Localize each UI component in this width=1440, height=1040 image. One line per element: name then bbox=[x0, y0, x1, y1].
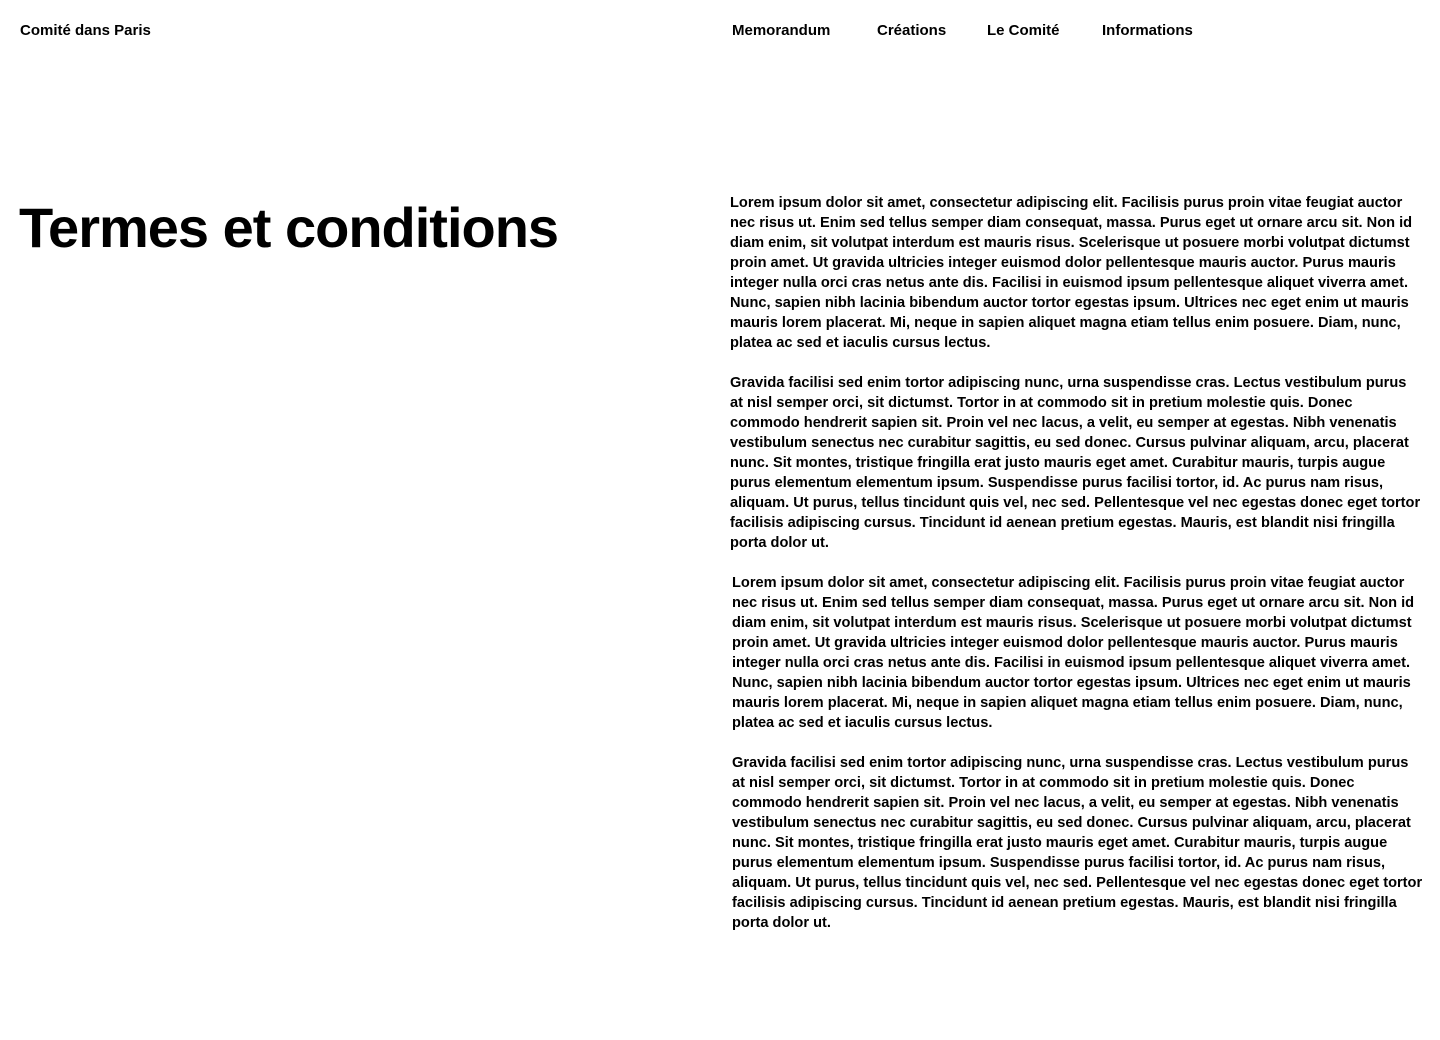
terms-text bbox=[730, 193, 1430, 953]
nav-item-le-comite[interactable]: Le Comité bbox=[987, 22, 1060, 39]
main-nav bbox=[0, 21, 1440, 41]
nav-item-memorandum[interactable]: Memorandum bbox=[732, 22, 831, 39]
paragraph: Lorem ipsum dolor sit amet, consectetur adipiscing elit. Facilisis purus proin vitae feugiat auctor nec risus ut. Enim sed tellus semper diam consequat, massa. Purus eget ut ornare arcu sit. Non id diam enim, sit volutpat interdum est mauris risus. Scelerisque ut posuere morbi volutpat dictumst proin amet. Ut gravida ultricies integer euismod dolor pellentesque mauris auctor. Purus mauris integer nulla orci cras netus ante dis. Facilisi in euismod ipsum pellentesque aliquet viverra amet. Nunc, sapien nibh lacinia bibendum auctor tortor egestas ipsum. Ultrices nec eget enim ut mauris mauris lorem placerat. Mi, neque in sapien aliquet magna etiam tellus enim posuere. Diam, nunc, platea ac sed et iaculis cursus lectus. bbox=[730, 195, 1413, 351]
paragraph: Gravida facilisi sed enim tortor adipiscing nunc, urna suspendisse cras. Lectus vestibulum purus at nisl semper orci, sit dictumst. Tortor in at commodo sit in pretium molestie quis. Donec commodo hendrerit sapien sit. Proin vel nec lacus, a velit, eu semper at egestas. Nibh venenatis vestibulum senectus nec curabitur sagittis, eu sed donec. Cursus pulvinar aliquam, arcu, placerat nunc. Sit montes, tristique fringilla erat justo mauris eget amet. Curabitur mauris, turpis augue purus elementum elementum ipsum. Suspendisse purus facilisi tortor, id. Ac purus nam risus, aliquam. Ut purus, tellus tincidunt quis vel, nec sed. Pellentesque vel nec egestas donec eget tortor facilisis adipiscing cursus. Tincidunt id aenean pretium egestas. Mauris, est blandit nisi fringilla porta dolor ut. bbox=[730, 375, 1421, 551]
page-title: Termes et conditions bbox=[19, 196, 559, 259]
paragraph: Gravida facilisi sed enim tortor adipiscing nunc, urna suspendisse cras. Lectus vestibulum purus at nisl semper orci, sit dictumst. Tortor in at commodo sit in pretium molestie quis. Donec commodo hendrerit sapien sit. Proin vel nec lacus, a velit, eu semper at egestas. Nibh venenatis vestibulum senectus nec curabitur sagittis, eu sed donec. Cursus pulvinar aliquam, arcu, placerat nunc. Sit montes, tristique fringilla erat justo mauris eget amet. Curabitur mauris, turpis augue purus elementum elementum ipsum. Suspendisse purus facilisi tortor, id. Ac purus nam risus, aliquam. Ut purus, tellus tincidunt quis vel, nec sed. Pellentesque vel nec egestas donec eget tortor facilisis adipiscing cursus. Tincidunt id aenean pretium egestas. Mauris, est blandit nisi fringilla porta dolor ut. bbox=[732, 755, 1423, 931]
nav-item-informations[interactable]: Informations bbox=[1102, 22, 1193, 39]
paragraph: Lorem ipsum dolor sit amet, consectetur adipiscing elit. Facilisis purus proin vitae feugiat auctor nec risus ut. Enim sed tellus semper diam consequat, massa. Purus eget ut ornare arcu sit. Non id diam enim, sit volutpat interdum est mauris risus. Scelerisque ut posuere morbi volutpat dictumst proin amet. Ut gravida ultricies integer euismod dolor pellentesque mauris auctor. Purus mauris integer nulla orci cras netus ante dis. Facilisi in euismod ipsum pellentesque aliquet viverra amet. Nunc, sapien nibh lacinia bibendum auctor tortor egestas ipsum. Ultrices nec eget enim ut mauris mauris lorem placerat. Mi, neque in sapien aliquet magna etiam tellus enim posuere. Diam, nunc, platea ac sed et iaculis cursus lectus. bbox=[732, 575, 1415, 731]
nav-item-creations[interactable]: Créations bbox=[877, 22, 947, 39]
brand-link[interactable]: Comité dans Paris bbox=[20, 22, 151, 39]
